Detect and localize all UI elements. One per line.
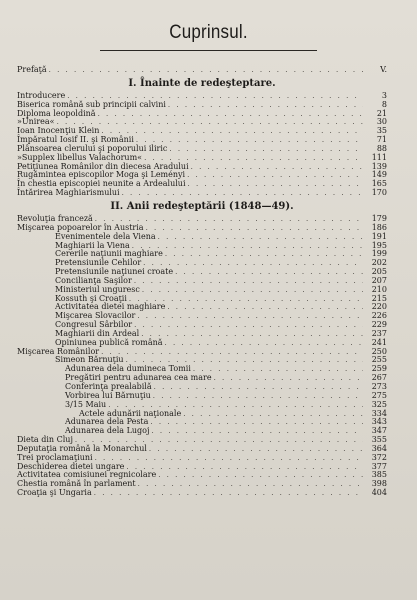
dot-leader (169, 145, 363, 154)
dot-leader (101, 127, 363, 136)
title-rule (100, 50, 317, 51)
toc-entry-page: 71 (376, 135, 387, 145)
toc-entry-page: 377 (371, 461, 387, 471)
toc-entry-page: 237 (371, 328, 387, 338)
toc-entry-page: 215 (371, 293, 387, 303)
dot-leader (136, 136, 363, 145)
toc-entry-label: 3/15 Maiu (65, 399, 107, 409)
toc-entry-page: 404 (371, 488, 387, 498)
section-heading-part2: II. Anii redeşteptării (1848—49). (110, 200, 294, 212)
toc-entry-preface[interactable] (17, 66, 387, 75)
toc-entry-label: Pretensiunile Cehilor (55, 258, 142, 268)
toc-entry-label: Deputaţia română la Monarchul (17, 443, 147, 453)
toc-entry[interactable] (17, 110, 387, 119)
dot-leader (57, 118, 363, 127)
toc-entry-label: Trei proclamaţiuni (17, 452, 93, 462)
dot-leader (122, 189, 363, 198)
dot-leader (98, 110, 363, 119)
toc-entry-label: Pregătiri pentru adunarea cea mare (65, 373, 212, 383)
toc-entry-label: Deschiderea dietei ungare (17, 461, 125, 471)
toc-entry-label: Întărirea Maghiarismului (17, 188, 120, 198)
toc-entry-page: 179 (371, 213, 387, 223)
dot-leader (158, 471, 363, 480)
toc-entry-label: Congresul Sârbilor (55, 320, 133, 330)
toc-entry-label: Croaţia şi Ungaria (17, 488, 92, 498)
dot-leader (191, 163, 363, 172)
part2-entry-list (17, 215, 387, 498)
toc-entry-page: 343 (371, 417, 387, 427)
dot-leader (95, 454, 363, 463)
toc-entry-page: 207 (371, 275, 387, 285)
toc-entry-label: Adunarea dela dumineca Tomii (65, 364, 191, 374)
toc-entry-page: 88 (376, 143, 387, 153)
toc-entry-page: 250 (371, 346, 387, 356)
toc-entry-page: 205 (371, 267, 387, 277)
toc-entry-page: 355 (371, 435, 387, 445)
dot-leader (126, 463, 363, 472)
dot-leader (134, 321, 363, 330)
toc-entry-label: Revoluţia franceză (17, 213, 93, 223)
toc-entry-label: Plânsoarea clerului şi poporului iliric (17, 143, 168, 153)
toc-entry-page: 195 (371, 240, 387, 250)
toc-entry-label: Împăratul Iosif II. şi Românii (17, 135, 134, 145)
toc-entry-label: Vorbirea lui Bărnuţiu (65, 390, 151, 400)
toc-entry-label: Biserica română sub principii calvini (17, 99, 166, 109)
toc-entry-page: 226 (371, 311, 387, 321)
toc-entry-page: 8 (381, 99, 387, 109)
dot-leader (138, 480, 363, 489)
toc-entry-label: Concilianţa Saşilor (55, 275, 132, 285)
toc-entry-page: 241 (371, 337, 387, 347)
toc-entry-page: 170 (371, 188, 387, 198)
toc-entry-label: Cererile naţiunii maghiare (55, 249, 163, 259)
toc-entry-label: Simeon Bărnuţiu (55, 355, 124, 365)
toc-entry-label: Mişcarea Slovacilor (55, 311, 136, 321)
toc-entry-label: Pretensiunile naţiunei croate (55, 267, 174, 277)
toc-entry-page: 273 (371, 382, 387, 391)
dot-leader (154, 383, 363, 392)
toc-entry-label: Rugămintea episcopilor Moga şi Leményi (17, 170, 186, 180)
toc-entry-page: 21 (376, 108, 387, 118)
toc-entry-page: 220 (371, 302, 387, 312)
toc-entry-label: Adunarea dela Lugoj (65, 426, 150, 436)
dot-leader (143, 259, 363, 268)
toc-entry-label: Diploma leopoldină (17, 108, 96, 118)
toc-entry-label: Mişcarea Românilor (17, 346, 100, 356)
toc-entry-label: Actele adunării naţionale (79, 408, 182, 418)
toc-entry-label: Petiţiunea Românilor din diecesa Aradului (17, 161, 189, 171)
toc-entry-page: 30 (376, 117, 387, 127)
dot-leader (134, 277, 363, 286)
dot-leader (168, 101, 363, 110)
toc-entry-page: 139 (371, 161, 387, 171)
toc-entry-label: Prefaţă (17, 65, 47, 74)
toc-entry-page: 111 (371, 152, 387, 162)
toc-entry-label: Kossuth şi Croaţii (55, 293, 127, 303)
dot-leader (149, 445, 363, 454)
part1-entry-list (17, 92, 387, 198)
toc-entry-page: 372 (371, 452, 387, 462)
dot-leader (165, 339, 363, 348)
dot-leader (141, 330, 363, 339)
toc-entry-page: 385 (371, 470, 387, 480)
dot-leader (214, 374, 363, 383)
toc-entry[interactable] (17, 189, 387, 198)
toc-entry-label: Introducere (17, 90, 66, 100)
dot-leader (167, 303, 363, 312)
toc-entry[interactable] (17, 489, 387, 498)
toc-entry-page: 186 (371, 222, 387, 232)
toc-entry-label: Evenimentele dela Viena (55, 231, 156, 241)
toc-entry-page: 398 (371, 479, 387, 489)
toc-entry-page: 149 (371, 170, 387, 180)
dot-leader (183, 410, 363, 419)
dot-leader (150, 418, 363, 427)
dot-leader (188, 180, 363, 189)
toc-entry-page: 259 (371, 364, 387, 374)
toc-entry-page: 334 (371, 408, 387, 418)
toc-entry-page: 255 (371, 355, 387, 365)
toc-entry-page: 199 (371, 249, 387, 259)
toc-entry-page: 191 (371, 231, 387, 241)
toc-entry-label: Maghiarii la Viena (55, 240, 130, 250)
section-heading-part1: I. Înainte de redeşteptare. (128, 77, 276, 89)
dot-leader (187, 171, 363, 180)
dot-leader (132, 242, 363, 251)
page-title: Cuprinsul. (169, 20, 248, 43)
toc-entry-label: Dieta din Cluj (17, 435, 73, 445)
toc-entry-page: 275 (371, 390, 387, 400)
toc-entry-label: În chestia episcopiei neunite a Ardealului (17, 179, 186, 189)
toc-entry-page: 202 (371, 258, 387, 268)
toc-entry-label: Ministeriul unguresc (55, 284, 140, 294)
dot-leader (146, 224, 363, 233)
dot-leader (94, 489, 363, 498)
toc-entry-page: 267 (371, 373, 387, 383)
dot-leader (165, 250, 363, 259)
toc-entry-label: Adunarea dela Pesta (65, 417, 149, 427)
dot-leader (137, 312, 363, 321)
toc-entry-page: 3 (381, 90, 387, 100)
toc-entry-label: »Unirea« (17, 117, 55, 127)
dot-leader (158, 233, 363, 242)
toc-entry[interactable] (17, 401, 387, 410)
toc-entry-page: 35 (376, 126, 387, 136)
toc-entry-page: 325 (371, 399, 387, 409)
toc-entry-label: Conferinţa prealabilă (65, 382, 152, 391)
toc-entry-label: Ioan Inocenţiu Klein (17, 126, 100, 136)
toc-entry-page: 364 (371, 443, 387, 453)
toc-entry-page: 165 (371, 179, 387, 189)
dot-leader (101, 348, 363, 357)
toc-entry-page: 347 (371, 426, 387, 436)
toc-entry-label: Activitatea dietei maghiare (55, 302, 166, 312)
toc-entry-label: Opiniunea publică română (55, 337, 163, 347)
toc-entry-page: 229 (371, 320, 387, 330)
dot-leader (151, 427, 363, 436)
dot-leader (142, 286, 363, 295)
dot-leader (49, 66, 363, 75)
dot-leader (153, 392, 363, 401)
toc-entry-label: Mişcarea popoarelor în Austria (17, 222, 144, 232)
dot-leader (175, 268, 363, 277)
table-of-contents (17, 66, 387, 498)
toc-entry-label: »Supplex libellus Valachorum« (17, 152, 143, 162)
toc-entry-page: 210 (371, 284, 387, 294)
toc-entry-label: Activitatea comisiunei regnicolare (17, 470, 157, 480)
toc-entry-label: Maghiarii din Ardeal (55, 328, 140, 338)
toc-entry-page: V. (380, 65, 387, 74)
dot-leader (193, 365, 363, 374)
toc-entry-label: Chestia română în parlament (17, 479, 136, 489)
